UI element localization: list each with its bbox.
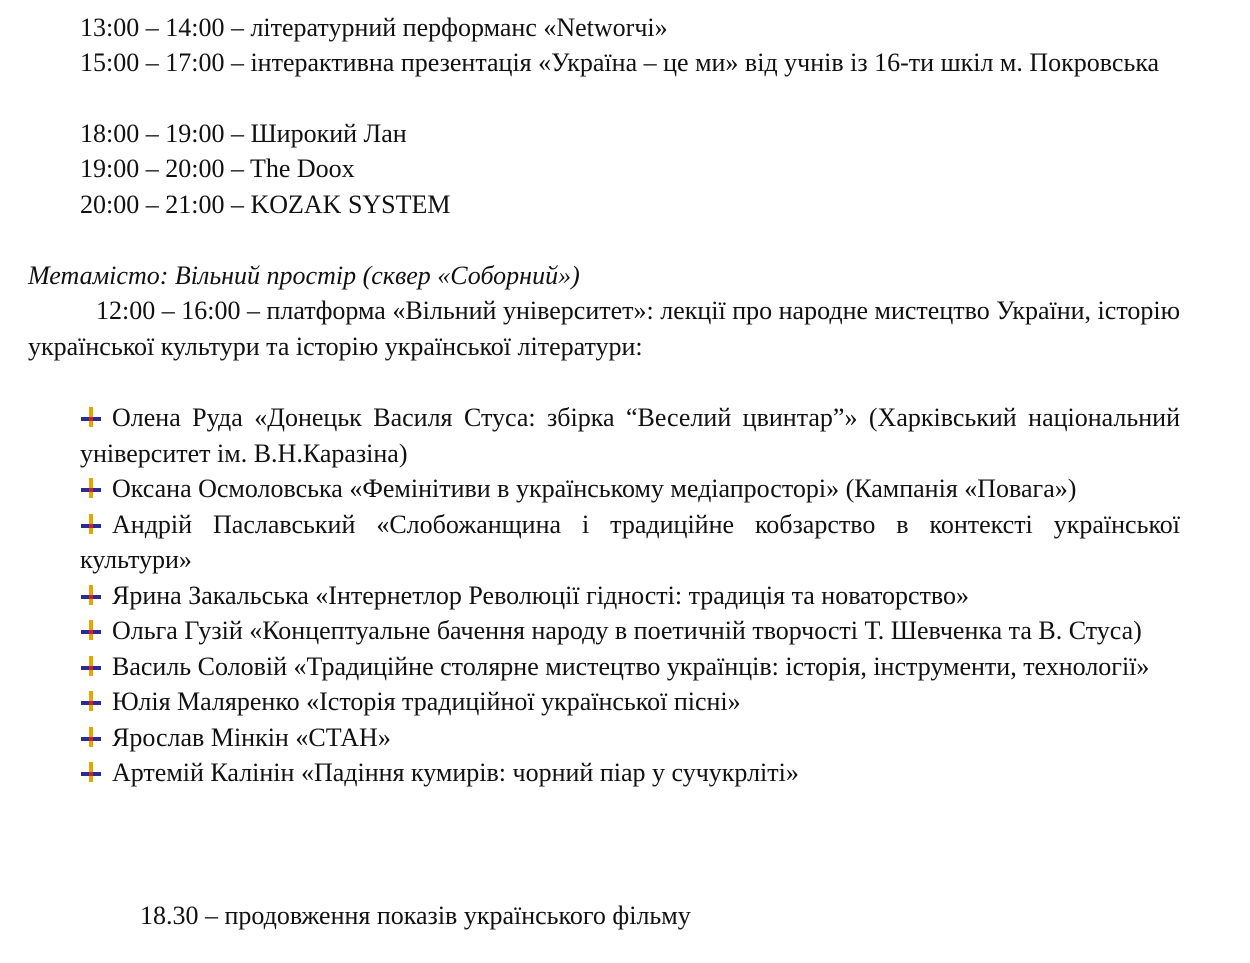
schedule-time: 13:00 – 14:00	[80, 13, 225, 42]
schedule-text: літературний перформанс «Networчі»	[250, 13, 668, 42]
lecture-text: Артемій Калінін «Падіння кумирів: чорний піар у сучукрліті»	[112, 758, 799, 787]
schedule-item: 19:00 – 20:00 – The Doox	[80, 154, 355, 183]
list-item	[80, 649, 1180, 685]
section-heading: Метамісто: Вільний простір (сквер «Соборний»)	[28, 261, 580, 290]
schedule-text: Широкий Лан	[250, 119, 407, 148]
lecture-text: Олена Руда «Донецьк Василя Стуса: збірка “Веселий цвинтар”» (Харківський національний університет ім. В.Н.Каразіна)	[80, 403, 1180, 468]
lecture-text: Ярина Закальська «Інтернетлор Революції гідності: традиція та новаторство»	[112, 580, 970, 610]
bullet-icon	[80, 726, 102, 748]
list-item	[80, 720, 1180, 756]
bullet-icon	[80, 584, 102, 606]
list-item	[80, 507, 1180, 578]
schedule-text: KOZAK SYSTEM	[250, 190, 451, 219]
list-item	[80, 755, 1180, 791]
lecture-text: Василь Соловій «Традиційне столярне мистецтво українців: історія, інструменти, технології»	[112, 651, 1150, 681]
lecture-text: Юлія Маляренко «Історія традиційної української пісні»	[112, 687, 741, 716]
list-item	[80, 400, 1180, 471]
lecture-text: Оксана Осмоловська «Фемінітиви в українському медіапросторі» (Кампанія «Повага»)	[112, 474, 1077, 503]
bullet-icon	[80, 406, 102, 428]
bullet-icon	[80, 477, 102, 499]
closing-line: 18.30 – продовження показів українського фільму	[140, 901, 691, 930]
schedule-item: 15:00 – 17:00 – інтерактивна презентація «Україна – це ми» від учнів із 16-ти шкіл м. Покровська	[80, 48, 1160, 77]
schedule-item: 18:00 – 19:00 – Широкий Лан	[80, 119, 407, 148]
bullet-icon	[80, 655, 102, 677]
schedule-time: 20:00 – 21:00	[80, 190, 225, 219]
bullet-icon	[80, 513, 102, 535]
list-item	[80, 684, 1180, 720]
schedule-time: 15:00 – 17:00	[80, 48, 225, 77]
lecture-list	[80, 400, 1180, 791]
schedule-text: The Doox	[249, 154, 355, 183]
list-item	[80, 578, 1180, 614]
lecture-text: Ольга Гузій «Концептуальне бачення народу в поетичній творчості Т. Шевченка та В. Стуса)	[112, 616, 1142, 645]
section-intro: 12:00 – 16:00 – платформа «Вільний університет»: лекції про народне мистецтво України, історію української культури та історію української літератури:	[28, 296, 1180, 361]
bullet-icon	[80, 690, 102, 712]
bullet-icon	[80, 619, 102, 641]
lecture-text: Андрій Паславський «Слобожанщина і традиційне кобзарство в контексті української культури»	[80, 509, 1180, 574]
schedule-time: 19:00 – 20:00	[80, 154, 225, 183]
schedule-item: 13:00 – 14:00 – літературний перформанс «Networчі»	[80, 13, 668, 42]
list-item	[80, 613, 1180, 649]
list-item	[80, 471, 1180, 507]
schedule-text: інтерактивна презентація «Україна – це ми» від учнів із 16-ти шкіл м. Покровська	[250, 48, 1160, 77]
lecture-text: Ярослав Мінкін «СТАН»	[112, 722, 391, 752]
bullet-icon	[80, 761, 102, 783]
schedule-item: 20:00 – 21:00 – KOZAK SYSTEM	[80, 190, 451, 219]
schedule-time: 18:00 – 19:00	[80, 119, 225, 148]
